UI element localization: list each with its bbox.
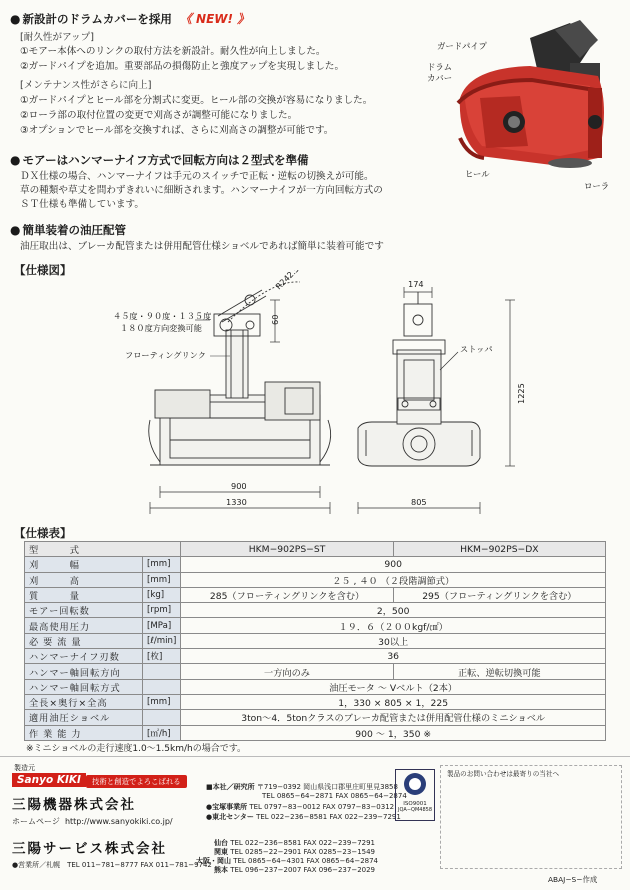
table-row xyxy=(25,633,606,648)
brand-logo: Sanyo KIKI xyxy=(12,773,86,787)
dealer-box xyxy=(440,765,622,869)
row-value: 36 xyxy=(181,649,606,664)
office-tohoku: ●東北センター TEL 022−236−8581 FAX 022−239−7291 xyxy=(206,813,401,821)
bullet-icon: ● xyxy=(10,12,21,26)
feature2-line-3: ＳＴ仕様も準備しています。 xyxy=(20,199,144,210)
row-value-dx: 295（フローティングリンクを含む） xyxy=(393,587,605,602)
row-value-st: 一方向のみ xyxy=(181,664,393,679)
new-badge: 《 NEW! 》 xyxy=(179,12,250,26)
bullet-icon: ● xyxy=(10,223,21,237)
row-label: ハンマー軸回転方式 xyxy=(25,679,143,694)
row-unit: [rpm] xyxy=(143,603,181,618)
table-row xyxy=(25,618,606,633)
table-row xyxy=(25,694,606,709)
branch-kanto: 関東 TEL 0285−22−2901 FAX 0285−23−1549 xyxy=(214,848,376,856)
spec-header-label: 型 式 xyxy=(25,542,181,557)
row-value-dx: 正転、逆転切換可能 xyxy=(393,664,605,679)
row-unit: [mm] xyxy=(143,572,181,587)
row-value: 900 xyxy=(181,557,606,572)
row-unit: [kg] xyxy=(143,587,181,602)
bullet-icon: ● xyxy=(10,153,21,167)
dim-r2425: R242.5 xyxy=(273,270,302,292)
homepage-label: ホームページ xyxy=(12,817,60,826)
iso-bottom: JQA−QM4858 xyxy=(398,807,432,813)
feature2-line-2: 草の種類や草丈を問わずきれいに細断されます。ハンマーナイフが一方向回転方式の xyxy=(20,185,383,196)
drawing-title: 【仕様図】 xyxy=(14,263,72,277)
row-value: 1，330 × 805 × 1，225 xyxy=(181,694,606,709)
maintenance-heading: [メンテナンス性がさらに向上] xyxy=(20,80,152,91)
row-value: 2，500 xyxy=(181,603,606,618)
office-takarazuka: ●宝塚事業所 TEL 0797−83−0012 FAX 0797−83−0312 xyxy=(206,803,395,811)
table-row xyxy=(25,649,606,664)
branch-osaka: 大阪・岡山 TEL 0865−64−4301 FAX 0865−64−2874 xyxy=(196,857,379,865)
row-unit: [枚] xyxy=(143,649,181,664)
row-label: 刈 幅 xyxy=(25,557,143,572)
dim-174: 174 xyxy=(408,279,424,289)
row-unit: [mm] xyxy=(143,557,181,572)
floating-link-label: フローティングリンク xyxy=(125,350,206,360)
slogan: 技術と創造でよろこばれる xyxy=(86,775,187,788)
iso-top: ISO9001 xyxy=(403,801,427,807)
label-heel: ヒール xyxy=(465,169,490,179)
row-label: 作 業 能 力 xyxy=(25,725,143,740)
row-unit: [MPa] xyxy=(143,618,181,633)
branch-sendai: 仙台 TEL 022−236−8581 FAX 022−239−7291 xyxy=(214,839,376,847)
dim-1330: 1330 xyxy=(226,497,247,507)
row-value: 3ton〜4．5tonクラスのブレーカ配管または併用配管仕様のミニショベル xyxy=(181,710,606,725)
row-label: 適用油圧ショベル xyxy=(25,710,143,725)
table-row xyxy=(25,664,606,679)
row-label: 必 要 流 量 xyxy=(25,633,143,648)
maintenance-item-1: ①ガードパイプとヒール部を分割式に変更。ヒール部の交換が容易になりました。 xyxy=(20,95,373,106)
feature2-title-text: モアーはハンマーナイフ方式で回転方向は２型式を準備 xyxy=(22,153,309,167)
spec-header-row xyxy=(25,542,606,557)
row-label: 刈 高 xyxy=(25,572,143,587)
sales-office: ●営業所／札幌 TEL 011−781−8777 FAX 011−781−9742 xyxy=(12,861,212,869)
row-value-st: 285（フローティングリンクを含む） xyxy=(181,587,393,602)
office-hq-tel: TEL 0865−64−2871 FAX 0865−64−2874 xyxy=(262,792,407,800)
row-value: １９．６（２００kgf/㎠） xyxy=(181,618,606,633)
spec-header-st: HKM−902PS−ST xyxy=(181,542,393,557)
feature2-title xyxy=(10,152,309,168)
row-unit xyxy=(143,710,181,725)
table-row xyxy=(25,587,606,602)
feature1-title-text: 新設計のドラムカバーを採用 xyxy=(22,12,172,26)
row-value: 900 〜 1，350 ※ xyxy=(181,725,606,740)
spec-table xyxy=(24,541,606,741)
iso-mark xyxy=(395,769,435,821)
row-unit xyxy=(143,664,181,679)
row-label: 質 量 xyxy=(25,587,143,602)
angle-label: ４５度・９０度・１３５度 xyxy=(113,311,212,321)
row-unit: [㎡/h] xyxy=(143,725,181,740)
label-guard-pipe: ガードパイプ xyxy=(437,41,487,51)
table-row xyxy=(25,572,606,587)
label-roller: ローラ xyxy=(584,181,610,191)
table-row xyxy=(25,725,606,740)
feature3-line: 油圧取出は、ブレーカ配管または併用配管仕様ショベルであれば簡単に装着可能です xyxy=(20,241,384,252)
row-value: 油圧モータ 〜 Vベルト（2本） xyxy=(181,679,606,694)
dealer-label: 製品のお問い合わせは最寄りの当社へ xyxy=(447,770,560,778)
dim-1225: 1225 xyxy=(516,383,526,404)
office-hq: ■本社／研究所 〒719−0392 岡山県浅口郡里庄町里見3858 xyxy=(206,783,398,791)
maintenance-item-3: ③オプションでヒール部を交換すれば、さらに刈高さの調整が可能です。 xyxy=(20,125,334,136)
row-label: ハンマー軸回転方向 xyxy=(25,664,143,679)
dim-900: 900 xyxy=(231,481,247,491)
feature3-title-text: 簡単装着の油圧配管 xyxy=(22,223,126,237)
row-value: ２５ , ４０ （２段階調節式） xyxy=(181,572,606,587)
branch-kumamoto: 熊本 TEL 096−237−2007 FAX 096−237−2029 xyxy=(214,866,376,874)
durability-item-1: ①モアー本体へのリンクの取付方法を新設計。耐久性が向上しました。 xyxy=(20,46,326,57)
row-label: ハンマーナイフ刃数 xyxy=(25,649,143,664)
table-row xyxy=(25,710,606,725)
row-value: 30以上 xyxy=(181,633,606,648)
table-row xyxy=(25,603,606,618)
homepage xyxy=(12,817,173,827)
label-drum-cover: ドラム カバー xyxy=(427,62,453,83)
row-label: モアー回転数 xyxy=(25,603,143,618)
feature2-line-1: ＤＸ仕様の場合、ハンマーナイフは手元のスイッチで正転・逆転の切換えが可能。 xyxy=(20,171,374,182)
spec-table-wrap xyxy=(24,541,606,741)
footer xyxy=(0,756,630,890)
stopper-label: ストッパ xyxy=(460,344,493,354)
maintenance-item-2: ②ローラ部の取付位置の変更で刈高さが調整可能になりました。 xyxy=(20,110,298,121)
row-unit: [ℓ/min] xyxy=(143,633,181,648)
spec-note: ※ミニショベルの走行速度1.0〜1.5km/hの場合です。 xyxy=(26,744,246,754)
dim-60: 60 xyxy=(270,314,280,325)
spec-title: 【仕様表】 xyxy=(14,526,72,540)
row-unit: [mm] xyxy=(143,694,181,709)
homepage-link[interactable]: http://www.sanyokiki.co.jp/ xyxy=(64,817,173,826)
dim-805: 805 xyxy=(411,497,427,507)
maker-label: 製造元 xyxy=(14,764,35,772)
row-label: 全長×奥行×全高 xyxy=(25,694,143,709)
spec-drawing xyxy=(0,270,630,515)
row-unit xyxy=(143,679,181,694)
company2-name: 三陽サービス株式会社 xyxy=(12,841,167,857)
row-label: 最高使用圧力 xyxy=(25,618,143,633)
technical-drawing xyxy=(0,270,630,515)
table-row xyxy=(25,557,606,572)
durability-heading: [耐久性がアップ] xyxy=(20,32,94,43)
angle-sub-label: １８０度方向変換可能 xyxy=(120,323,202,333)
feature3-title xyxy=(10,222,126,238)
feature1-title xyxy=(10,10,249,27)
durability-item-2: ②ガードパイプを追加。重要部品の損傷防止と強度アップを実現しました。 xyxy=(20,61,345,72)
spec-header-dx: HKM−902PS−DX xyxy=(393,542,605,557)
table-row xyxy=(25,679,606,694)
iso-logo-icon xyxy=(396,770,434,798)
doc-code: ABAJ−S−作成 xyxy=(548,875,598,884)
company1-name: 三陽機器株式会社 xyxy=(12,797,136,813)
